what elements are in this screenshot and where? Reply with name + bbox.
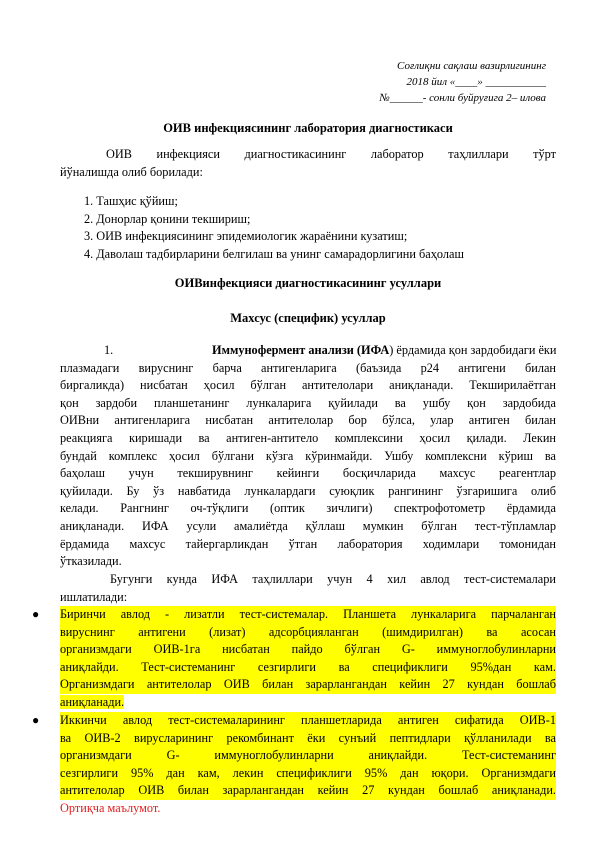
ifa-line: келади. Рангнинг оч-тўқлиги (оптик зичлиги) спектрофотометр ёрдамида	[60, 501, 556, 516]
ifa-line: қон зардоби планшетанинг лункаларига қуйилади ва ушбу қон зардобида	[60, 395, 556, 410]
section-title: ОИВинфекцияси диагностикасининг усуллари	[174, 276, 442, 290]
ifa-line: аниқланади. ИФА усули амалиётда қўллаш мумкин бўлган тест-тўпламлар	[60, 518, 556, 533]
header-order-line: №______- сонли буйруғига 2– илова	[379, 92, 546, 104]
header-date-line: 2018 йил «____» ___________	[406, 76, 546, 88]
approval-header	[316, 58, 546, 106]
ifa-first-line-rest: ) ёрдамида қон зардобидаги ёки	[389, 343, 557, 357]
goal-item: 3. ОИВ инфекциясининг эпидемиологик жараёнини кузатиш;	[84, 229, 408, 244]
goal-item: 1. Ташҳис қўйиш;	[84, 194, 178, 208]
subsection-title: Махсус (специфик) усуллар	[230, 311, 386, 325]
bullet-line: вируснинг антигени (лизат) адсорбцияланган (шимдирилган) ва асосан	[60, 624, 556, 642]
bullet-line: организмдаги G- иммуноглобулинларни аниқлайди. Тест-системанинг	[60, 747, 556, 765]
ifa-term: Иммунофермент анализи (ИФА	[212, 343, 390, 357]
intro-line: йўналишда олиб борилади:	[60, 164, 203, 179]
intro-line: ОИВ инфекцияси диагностикасининг лаборатор таҳлиллари тўрт	[106, 147, 556, 161]
bullet-second-generation	[32, 712, 556, 818]
goal-item: 2. Донорлар қонини текшириш;	[84, 211, 251, 226]
diagnostic-goals-list	[84, 193, 464, 263]
bullet-line: Биринчи авлод - лизатли тест-системалар. Планшета лункаларига парчаланган	[60, 606, 556, 624]
bullet-line: Иккинчи авлод тест-системаларининг планшетларида антиген сифатида ОИВ-1	[60, 712, 556, 730]
bullet-dot-icon: ●	[32, 713, 40, 727]
bullet-line: антителолар ОИВ билан зарарлангандан кейин 27 кундан бошлаб аниқланади.	[60, 782, 556, 800]
ifa-first-line	[60, 342, 556, 360]
bullet-line: сезгирлиги 95% дан кам, лекин спецификлиги 95% дан юқори. Организмдаги	[60, 765, 556, 783]
goal-item: 4. Даволаш тадбирларини белгилаш ва унинг самарадорлигини баҳолаш	[84, 246, 464, 261]
intro-paragraph	[60, 146, 556, 181]
bullet-line: Организмдаги антителолар ОИВ билан зарарлангандан кейин 27 кундан бошлаб	[60, 676, 556, 694]
ifa-number: 1.	[104, 343, 114, 357]
ifa-paragraph	[60, 342, 556, 571]
document-title: ОИВ инфекциясининг лаборатория диагностикаси	[163, 121, 453, 135]
extra-info-note: Ортиқча маълумот.	[60, 800, 161, 815]
ifa-line: ОИВни антигенларига нисбатан антителолар бор бўлса, улар антиген билан	[60, 413, 556, 428]
bullet-line: аниқлайди. Тест-системанинг сезгирлиги ва спецификлиги 95%дан кам.	[60, 659, 556, 677]
bullet-line: организмдаги ОИВ-1га нисбатан пайдо бўлган G- иммуноглобулинларни	[60, 641, 556, 659]
ifa-line: баҳолаш учун текширувнинг кейинги босқичларида махсус реагентлар	[60, 466, 556, 481]
header-ministry-line: Соғлиқни сақлаш вазирлигининг	[397, 60, 546, 72]
generations-intro	[60, 571, 556, 606]
generations-line: Бугунги кунда ИФА таҳлиллари учун 4 хил авлод тест-системалари	[110, 572, 556, 586]
ifa-line: ёрдамида махсус тайергарликдан ўтган лаборатория ходимлари томонидан	[60, 536, 556, 551]
ifa-line: ўтказилади.	[60, 554, 122, 569]
bullet-line: аниқланади.	[60, 694, 125, 709]
ifa-line: реакцияга киришади ва антиген-антитело комплексини ҳосил қилади. Лекин	[60, 430, 556, 445]
bullet-dot-icon: ●	[32, 607, 40, 621]
bullet-line: ва ОИВ-2 вирусларининг рекомбинант ёки сунъий пептидлари қўлланилади ва	[60, 730, 556, 748]
ifa-line: бундай комплекс ҳосил бўлгани кўзга кўринмайди. Ушбу комплексни кўриш ва	[60, 448, 556, 463]
bullet-first-generation	[32, 606, 556, 712]
bullet-line-last	[60, 694, 556, 712]
ifa-line: қуйилади. Бу ўз навбатида лункалардаги суюқлик рангининг ўзгаришига олиб	[60, 483, 556, 498]
generations-line: ишлатилади:	[60, 589, 128, 604]
ifa-line: плазмадаги вируснинг барча антигенларига (баъзида р24 антигени билан	[60, 360, 556, 375]
ifa-line: биргаликда) нисбатан ҳосил бўлган антителолари аниқланади. Текширилаётган	[60, 378, 556, 393]
